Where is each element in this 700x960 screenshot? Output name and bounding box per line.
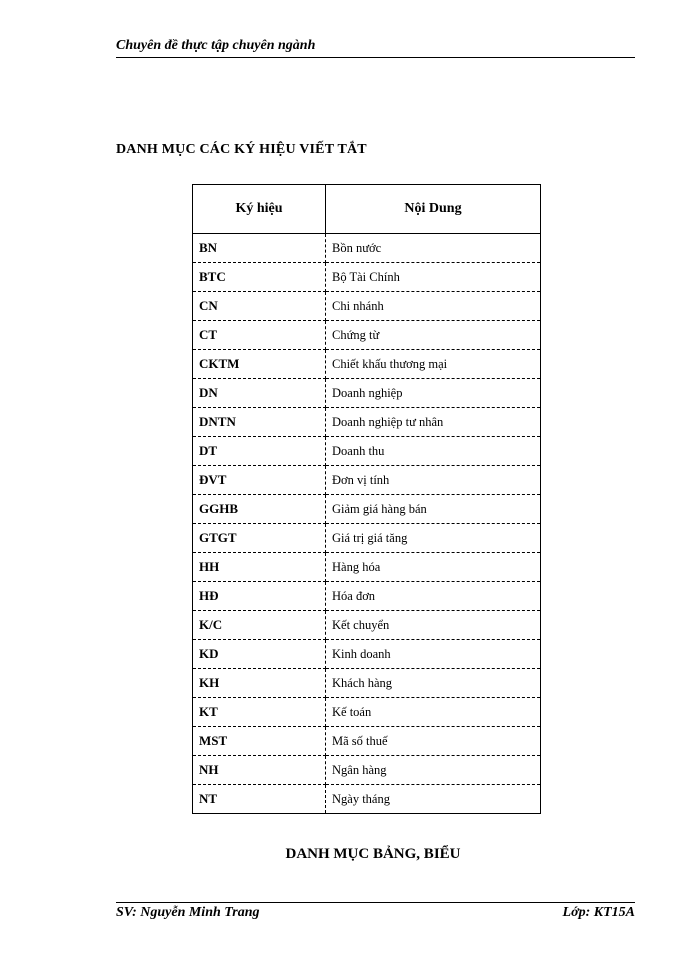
- abbreviation-symbol: BTC: [193, 263, 326, 292]
- abbreviation-symbol: DT: [193, 437, 326, 466]
- abbreviation-symbol: KD: [193, 640, 326, 669]
- abbreviation-meaning: Ngày tháng: [326, 785, 541, 814]
- abbreviation-meaning: Giá trị giá tăng: [326, 524, 541, 553]
- abbreviation-symbol: NH: [193, 756, 326, 785]
- abbreviation-symbol: HH: [193, 553, 326, 582]
- abbreviation-meaning: Hóa đơn: [326, 582, 541, 611]
- section-title-tables: DANH MỤC BẢNG, BIỂU: [285, 846, 461, 862]
- table-row: [193, 350, 541, 379]
- table-row: [193, 669, 541, 698]
- table-row: [193, 553, 541, 582]
- abbreviation-symbol: GTGT: [193, 524, 326, 553]
- abbreviation-symbol: K/C: [193, 611, 326, 640]
- footer-class: Lớp: KT15A: [562, 905, 635, 920]
- abbreviation-meaning: Kế toán: [326, 698, 541, 727]
- page-header: Chuyên đề thực tập chuyên ngành: [116, 38, 316, 53]
- abbreviation-meaning: Giảm giá hàng bán: [326, 495, 541, 524]
- abbreviation-meaning: Chứng từ: [326, 321, 541, 350]
- abbreviation-meaning: Mã số thuế: [326, 727, 541, 756]
- abbreviation-symbol: DNTN: [193, 408, 326, 437]
- table-row: [193, 756, 541, 785]
- table-header-row: [193, 185, 541, 234]
- abbreviation-symbol: ĐVT: [193, 466, 326, 495]
- abbreviation-meaning: Chiết khấu thương mại: [326, 350, 541, 379]
- abbreviation-meaning: Doanh nghiệp: [326, 379, 541, 408]
- table-row: [193, 234, 541, 263]
- abbreviation-meaning: Chi nhánh: [326, 292, 541, 321]
- column-header-meaning: Nội Dung: [326, 185, 541, 234]
- abbreviation-table: [192, 184, 541, 814]
- column-header-symbol: Ký hiệu: [193, 185, 326, 234]
- abbreviation-symbol: HĐ: [193, 582, 326, 611]
- table-row: [193, 611, 541, 640]
- abbreviation-symbol: KH: [193, 669, 326, 698]
- table-row: [193, 727, 541, 756]
- abbreviation-symbol: MST: [193, 727, 326, 756]
- abbreviation-symbol: GGHB: [193, 495, 326, 524]
- abbreviation-meaning: Bồn nước: [326, 234, 541, 263]
- header-divider: [116, 57, 635, 58]
- table-row: [193, 785, 541, 814]
- table-row: [193, 408, 541, 437]
- abbreviation-meaning: Bộ Tài Chính: [326, 263, 541, 292]
- table-row: [193, 263, 541, 292]
- abbreviation-symbol: DN: [193, 379, 326, 408]
- abbreviation-meaning: Khách hàng: [326, 669, 541, 698]
- section-title: DANH MỤC CÁC KÝ HIỆU VIẾT TẮT: [116, 142, 367, 157]
- abbreviation-meaning: Hàng hóa: [326, 553, 541, 582]
- abbreviation-symbol: KT: [193, 698, 326, 727]
- table-row: [193, 582, 541, 611]
- table-row: [193, 292, 541, 321]
- abbreviation-symbol: NT: [193, 785, 326, 814]
- table-row: [193, 698, 541, 727]
- table-row: [193, 495, 541, 524]
- abbreviation-meaning: Ngân hàng: [326, 756, 541, 785]
- abbreviation-meaning: Doanh nghiệp tư nhân: [326, 408, 541, 437]
- table-row: [193, 524, 541, 553]
- abbreviation-meaning: Kinh doanh: [326, 640, 541, 669]
- abbreviation-symbol: CKTM: [193, 350, 326, 379]
- abbreviation-meaning: Đơn vị tính: [326, 466, 541, 495]
- abbreviation-symbol: CN: [193, 292, 326, 321]
- abbreviation-symbol: CT: [193, 321, 326, 350]
- abbreviation-meaning: Doanh thu: [326, 437, 541, 466]
- table-row: [193, 437, 541, 466]
- table-row: [193, 379, 541, 408]
- footer-divider: [116, 902, 635, 903]
- table-row: [193, 321, 541, 350]
- table-row: [193, 466, 541, 495]
- table-row: [193, 640, 541, 669]
- footer-student: SV: Nguyễn Minh Trang: [116, 905, 260, 920]
- abbreviation-symbol: BN: [193, 234, 326, 263]
- abbreviation-meaning: Kết chuyển: [326, 611, 541, 640]
